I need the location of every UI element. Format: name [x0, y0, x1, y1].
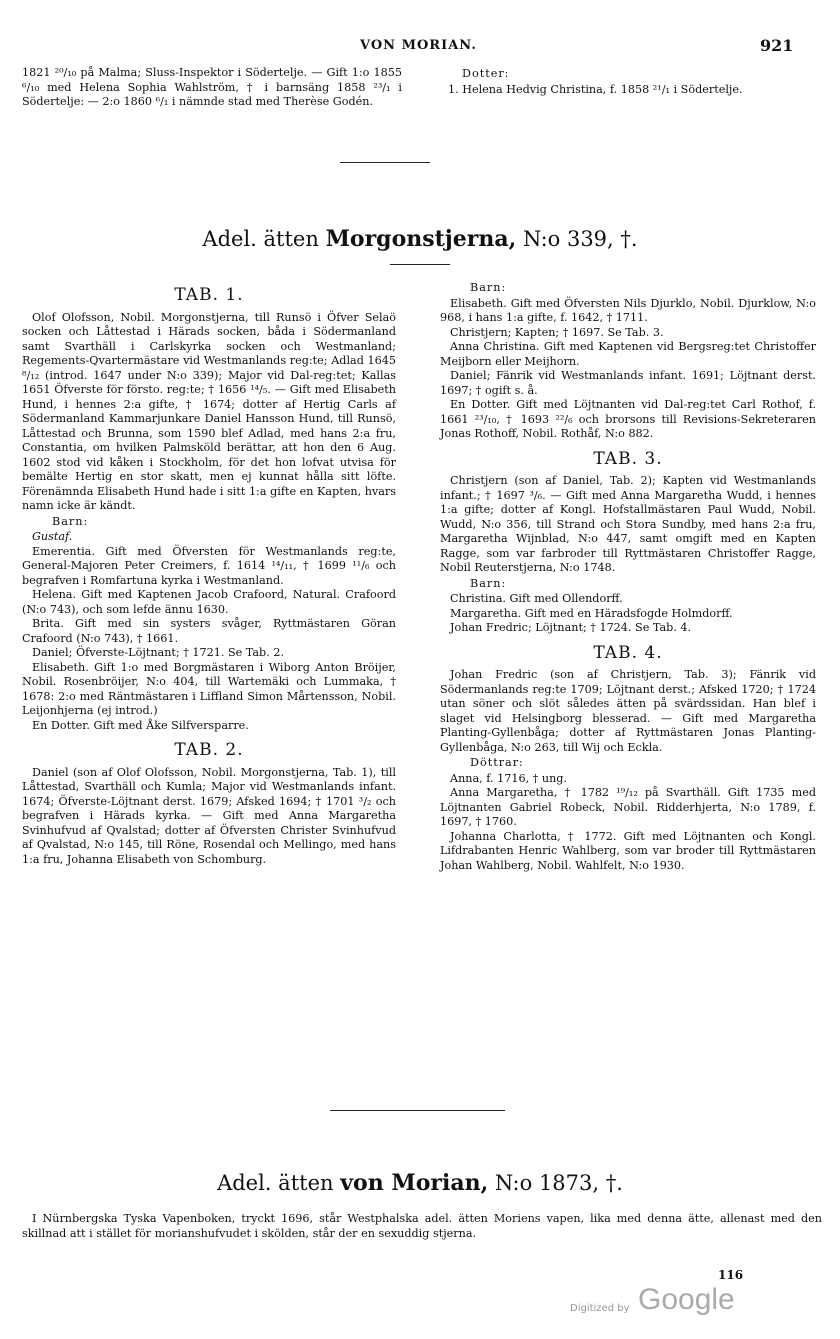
- family-title-name: von Morian,: [340, 1170, 489, 1196]
- tab1-child: Emerentia. Gift med Öfversten för Westmanlands reg:te, General-Majoren Peter Creimers, f. 1614 ¹⁴/₁₁, † 1699 ¹¹/₆ och begrafven i Romfartuna kyrka i Westmanland.: [22, 544, 396, 587]
- tab3-heading: TAB. 3.: [593, 448, 663, 469]
- digitized-label: Digitized by: [570, 1303, 630, 1314]
- tab1-child: En Dotter. Gift med Åke Silfversparre.: [32, 718, 249, 732]
- family2-text-block: [22, 1212, 822, 1241]
- top-right-text: 1. Helena Hedvig Christina, f. 1858 ²¹/₁ i Södertelje.: [448, 82, 743, 96]
- family-title-suffix: N:o 339, †.: [522, 227, 638, 251]
- tab2-child: Christjern; Kapten; † 1697. Se Tab. 3.: [450, 325, 664, 339]
- left-column: [22, 278, 396, 867]
- tab3-intro: Christjern (son af Daniel, Tab. 2); Kapten vid Westmanlands infant.; † 1697 ³/₆. — Gift med Anna Margaretha Wudd, i hennes 1:a gifte; dotter af Kongl. Hofstallmästaren Paul Wudd, Nobil. Wudd, N:o 356, till Strand och Stora Sundby, med hans 2:a fru, Margaretha Wijnblad, N:o 447, samt omgift med en Kapten Ragge, som var farbroder till Ryttmästaren Christoffer Ragge, Nobil Reuterstjerna, N:o 1748.: [440, 474, 816, 574]
- tab4-intro: Johan Fredric (son af Christjern, Tab. 3); Fänrik vid Södermanlands reg:te 1709; Löjtnant derst.; Afsked 1720; † 1724 utan söner och slöt således ätten på svärdssidan. Han blef i slaget vid Helsingborg blesserad. — Gift med Margaretha Planting-Gyllenbåga; dotter af Ryttmästaren Jonas Planting-Gyllenbåga, N:o 263, till Wij och Eckla.: [440, 668, 816, 754]
- family-title-suffix: N:o 1873, †.: [494, 1171, 623, 1195]
- tab1-children-heading: Barn:: [52, 514, 89, 528]
- family2-text: I Nürnbergska Tyska Vapenboken, tryckt 1696, står Westphalska adel. ätten Moriens vapen, lika med denna ätte, allenast med den skillnad att i stället för morianshufvudet i skölden, står der en sexuddig stjerna.: [22, 1212, 822, 1240]
- google-watermark: [570, 1283, 750, 1323]
- tab2-children-heading: Barn:: [470, 281, 507, 294]
- running-header: [0, 38, 840, 58]
- tab1-intro: Olof Olofsson, Nobil. Morgonstjerna, till Runsö i Öfver Selaö socken och Låttestad i Härads socken, båda i Södermanland samt Svarthäll i Carlskyrka socken och Westmanland; Regements-Qvartermästare vid Westmanlands reg:te; Adlad 1645 ⁸/₁₂ (introd. 1647 under N:o 339); Major vid Dal-reg:tet; Kallas 1651 Öfverste för försto. reg:te; † 1656 ¹⁴/₅. — Gift med Elisabeth Hund, i hennes 2:a gifte, † 1674; dotter af Hertig Carls af Södermanland Kammarjunkare Daniel Hansson Hund, till Runsö, Låttestad och Brunna, som 1590 blef Adlad, med hans 2:a fru, Constantia, om hvilken Palmsköld berättar, att hon den 6 Aug. 1602 stod vid kåken i Stockholm, för det hon lofvat utvisa för bemälte Hertig en stor skatt, men ej kunnat hålla sitt löfte. Förenämnda Elisabeth Hund hade i sitt 1:a gifte en Kapten, hvars namn icke är kändt.: [22, 310, 396, 512]
- family-title-name: Morgonstjerna,: [325, 226, 517, 252]
- tab2-heading: TAB. 2.: [174, 740, 244, 760]
- tab4-child: Anna Margaretha, † 1782 ¹⁹/₁₂ på Svarthäll. Gift 1735 med Löjtnanten Gabriel Robeck, Nobil. Ridderhjerta, N:o 1789, f. 1697, † 1760.: [440, 786, 816, 828]
- title-underline: [390, 264, 450, 265]
- family-title-von-morian: [0, 1170, 840, 1196]
- family-title-prefix: Adel. ätten: [202, 227, 319, 251]
- top-right-heading: Dotter:: [462, 67, 510, 80]
- tab2-child: Daniel; Fänrik vid Westmanlands infant. 1691; Löjtnant derst. 1697; † ogift s. å.: [440, 369, 816, 397]
- family-title-morgonstjerna: [0, 226, 840, 252]
- tab4-children-heading: Döttrar:: [470, 756, 524, 769]
- tab2-child: Anna Christina. Gift med Kaptenen vid Bergsreg:tet Christoffer Meijborn eller Meijhorn.: [440, 340, 816, 368]
- right-column: [440, 280, 816, 873]
- tab1-child: Elisabeth. Gift 1:o med Borgmästaren i Wiborg Anton Bröijer, Nobil. Rosenbröijer, N:o 404, till Wartemäki och Lummaka, † 1678: 2:o med Räntmästaren i Liffland Simon Mårtensson, Nobil. Leijonhjerna (ej introd.): [22, 660, 396, 717]
- section-divider: [330, 1110, 505, 1111]
- top-left-continuation: [22, 66, 402, 110]
- tab2-child: En Dotter. Gift med Löjtnanten vid Dal-reg:tet Carl Rothof, f. 1661 ²³/₁₀, † 1693 ²²/₆ och brorsons till Revisions-Sekreteraren Jonas Rothoff, Nobil. Rothåf, N:o 882.: [440, 398, 816, 440]
- tab3-child: Christina. Gift med Ollendorff.: [450, 592, 623, 605]
- tab3-children-heading: Barn:: [470, 576, 507, 590]
- page-number: 921: [760, 36, 794, 55]
- tab3-child: Margaretha. Gift med en Häradsfogde Holmdorff.: [450, 606, 733, 620]
- top-right-continuation: [438, 66, 818, 97]
- tab1-child: Daniel; Öfverste-Löjtnant; † 1721. Se Tab. 2.: [32, 646, 285, 659]
- tab4-child: Anna, f. 1716, † ung.: [450, 771, 567, 785]
- tab4-heading: TAB. 4.: [593, 642, 663, 663]
- header-title: VON MORIAN.: [360, 38, 477, 53]
- tab2-child: Elisabeth. Gift med Öfversten Nils Djurklo, Nobil. Djurklow, N:o 968, i hans 1:a gifte, f. 1642, † 1711.: [440, 296, 816, 324]
- tab3-child: Johan Fredric; Löjtnant; † 1724. Se Tab. 4.: [450, 621, 692, 634]
- section-divider: [340, 162, 430, 163]
- tab1-child: Gustaf.: [32, 530, 73, 543]
- tab1-child: Helena. Gift med Kaptenen Jacob Crafoord, Natural. Crafoord (N:o 743), och som lefde ännu 1630.: [22, 588, 396, 616]
- tab2-intro: Daniel (son af Olof Olofsson, Nobil. Morgonstjerna, Tab. 1), till Låttestad, Svarthäll och Kumla; Major vid Westmanlands infant. 1674; Öfverste-Löjtnant derst. 1679; Afsked 1694; † 1701 ³/₂ och begrafven i Härads kyrka. — Gift med Anna Margaretha Svinhufvud af Qvalstad; dotter af Öfversten Christer Svinhufvud af Qvalstad, N:o 145, till Röne, Rosendal och Mellingo, med hans 1:a fru, Johanna Elisabeth von Schomburg.: [22, 765, 396, 866]
- google-logo: Google: [638, 1283, 735, 1316]
- signature-mark: 116: [718, 1268, 744, 1282]
- tab4-child: Johanna Charlotta, † 1772. Gift med Löjtnanten och Kongl. Lifdrabanten Henric Wahlberg, som var broder till Ryttmästaren Johan Wahlberg, Nobil. Wahlfelt, N:o 1930.: [440, 829, 816, 872]
- family-title-prefix: Adel. ätten: [217, 1171, 334, 1195]
- top-left-text: 1821 ²⁰/₁₀ på Malma; Sluss-Inspektor i Södertelje. — Gift 1:o 1855 ⁶/₁₀ med Helena Sophia Wahlström, † i barnsäng 1858 ²³/₁ i Södertelje: — 2:o 1860 ⁶/₁ i nämnde stad med Therèse Godén.: [22, 66, 402, 108]
- tab1-heading: TAB. 1.: [174, 285, 244, 305]
- tab1-child: Brita. Gift med sin systers svåger, Ryttmästaren Göran Crafoord (N:o 743), † 1661.: [22, 617, 396, 645]
